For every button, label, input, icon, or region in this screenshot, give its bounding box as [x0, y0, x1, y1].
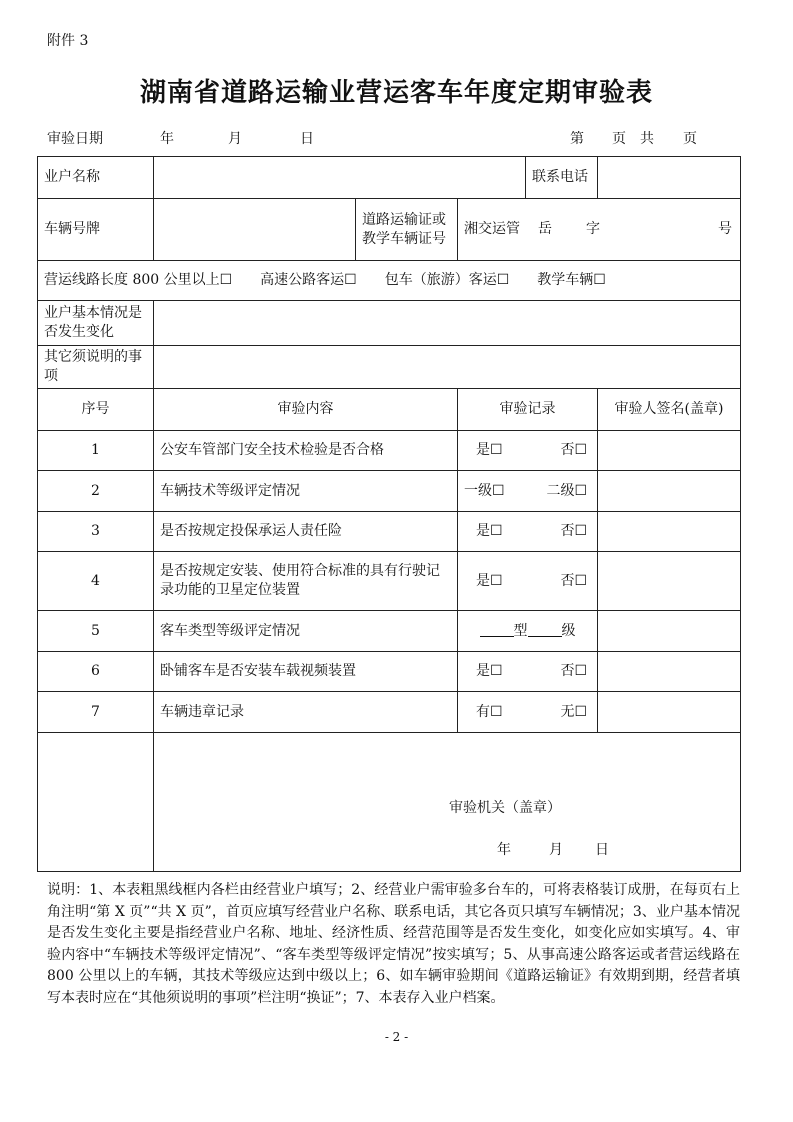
row-content: 是否按规定安装、使用符合标准的具有行驶记录功能的卫星定位装置	[154, 552, 458, 611]
page-label: 第	[570, 131, 584, 147]
option-level-2[interactable]: 二级☐	[546, 482, 588, 499]
total-label: 共	[640, 131, 654, 147]
footer-year: 年	[497, 842, 511, 858]
inspection-form-table	[37, 156, 741, 872]
row-content: 车辆违章记录	[154, 692, 458, 733]
signature-cell[interactable]	[598, 552, 741, 611]
basic-change-label: 业户基本情况是否发生变化	[38, 301, 154, 346]
signature-cell[interactable]	[598, 692, 741, 733]
date-day: 日	[300, 131, 314, 147]
type-suffix: 型	[513, 622, 528, 639]
basic-change-field[interactable]	[154, 301, 741, 346]
signature-cell[interactable]	[598, 431, 741, 471]
plate-label: 车辆号牌	[38, 199, 154, 261]
permit-zi: 字	[586, 221, 600, 237]
row-no: 7	[38, 692, 154, 733]
footer-day: 日	[595, 842, 609, 858]
notes-text: 说明：1、本表粗黑线框内各栏由经营业户填写；2、经营业户需审验多台车的，可将表格装订成册，在每页右上角注明“第 X 页”“共 X 页”，首页应填写经营业户名称、联系电话，其它各页只填写车辆情况；3、业户基本情况是否发生变化主要是指经营业户名称、地址、经济性质、经营范围等是否发生变化，如变化应如实填写。4、审验内容中“车辆技术等级评定情况”、“客车类型等级评定情况”按实填写；5、从事高速公路客运或者营运线路在 800 公里以上的车辆，其技术等级应达到中级以上；6、如车辆审验期间《道路运输证》有效期到期，经营者填写本表时应在“其他须说明的事项”栏注明“换证”；7、本表存入业户档案。	[47, 882, 740, 1006]
row-content: 是否按规定投保承运人责任险	[154, 512, 458, 552]
option-no[interactable]: 否☐	[560, 572, 588, 589]
owner-name-field[interactable]	[154, 157, 526, 199]
option-no[interactable]: 否☐	[560, 442, 588, 458]
row-content: 卧铺客车是否安装车载视频装置	[154, 652, 458, 692]
row-content: 客车类型等级评定情况	[154, 611, 458, 652]
total-unit: 页	[683, 131, 697, 147]
option-no[interactable]: 无☐	[560, 703, 588, 720]
row-no: 4	[38, 552, 154, 611]
row-content: 车辆技术等级评定情况	[154, 471, 458, 512]
signature-cell[interactable]	[598, 512, 741, 552]
option-yes[interactable]: 有☐	[476, 703, 503, 720]
permit-field[interactable]	[458, 199, 741, 261]
option-no[interactable]: 否☐	[560, 523, 588, 539]
signature-cell[interactable]	[598, 471, 741, 512]
other-notes-field[interactable]	[154, 346, 741, 389]
grade-blank[interactable]	[528, 622, 562, 637]
permit-prefix: 湘交运管	[464, 221, 520, 237]
option-yes[interactable]: 是☐	[476, 663, 503, 679]
annex-label: 附件 3	[47, 33, 89, 49]
permit-hao: 号	[718, 221, 733, 237]
col-record: 审验记录	[458, 389, 598, 431]
page-number: - 2 -	[384, 1030, 409, 1044]
plate-field[interactable]	[154, 199, 356, 261]
row-no: 2	[38, 471, 154, 512]
phone-field[interactable]	[598, 157, 741, 199]
row-no: 6	[38, 652, 154, 692]
option-yes[interactable]: 是☐	[476, 523, 503, 539]
phone-label: 联系电话	[526, 157, 598, 199]
grade-suffix: 级	[561, 622, 576, 639]
footer-month: 月	[549, 842, 563, 858]
col-content: 审验内容	[154, 389, 458, 431]
authority-cell[interactable]	[154, 733, 741, 872]
table-row	[38, 512, 741, 552]
page-unit: 页	[612, 131, 626, 147]
row-no: 1	[38, 431, 154, 471]
col-no: 序号	[38, 389, 154, 431]
permit-label: 道路运输证或教学车辆证号	[356, 199, 458, 261]
col-signature: 审验人签名(盖章)	[598, 389, 741, 431]
date-year: 年	[160, 131, 174, 147]
option-level-1[interactable]: 一级☐	[464, 482, 505, 499]
page-title: 湖南省道路运输业营运客车年度定期审验表	[139, 78, 653, 108]
type-blank[interactable]	[480, 622, 514, 637]
table-row	[38, 652, 741, 692]
option-no[interactable]: 否☐	[560, 663, 588, 679]
table-row	[38, 611, 741, 652]
permit-yue: 岳	[538, 221, 552, 237]
signature-cell[interactable]	[598, 611, 741, 652]
row-no: 3	[38, 512, 154, 552]
table-row	[38, 471, 741, 512]
option-yes[interactable]: 是☐	[476, 442, 503, 458]
table-row	[38, 431, 741, 471]
signature-cell[interactable]	[598, 652, 741, 692]
other-notes-label: 其它须说明的事项	[38, 346, 154, 389]
table-row	[38, 552, 741, 611]
option-yes[interactable]: 是☐	[476, 572, 503, 589]
row-no: 5	[38, 611, 154, 652]
date-month: 月	[228, 131, 242, 147]
category-checkboxes[interactable]: 营运线路长度 800 公里以上☐ 高速公路客运☐ 包车（旅游）客运☐ 教学车辆☐	[38, 261, 741, 301]
footer-left-cell	[38, 733, 154, 872]
row-content: 公安车管部门安全技术检验是否合格	[154, 431, 458, 471]
table-row	[38, 692, 741, 733]
owner-name-label: 业户名称	[38, 157, 154, 199]
date-label: 审验日期	[47, 131, 103, 147]
authority-label: 审验机关（盖章）	[449, 800, 561, 816]
